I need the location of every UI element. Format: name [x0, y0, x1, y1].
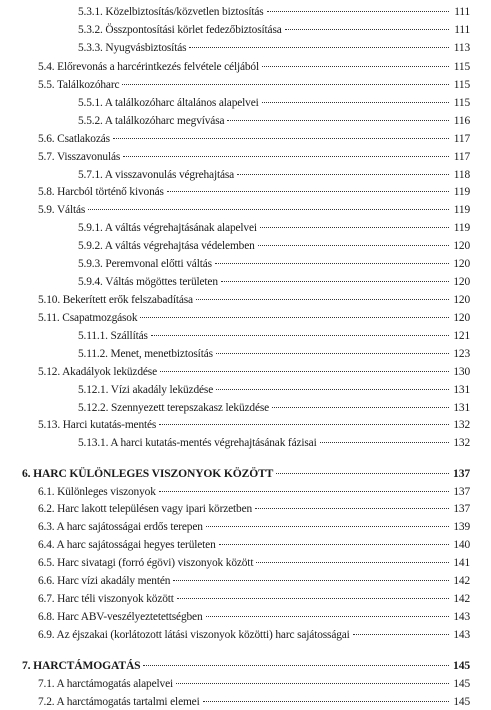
- toc-entry-title: 5.13.1. A harci kutatás-mentés végrehajtásának fázisai: [78, 437, 317, 449]
- toc-entry-title: 5.3.3. Nyugvásbiztosítás: [78, 42, 187, 54]
- toc-page-number: 131: [453, 384, 470, 396]
- dot-leader: [203, 701, 449, 702]
- toc-page-number: 140: [453, 539, 470, 551]
- toc-entry-title: 5.11.2. Menet, menetbiztosítás: [78, 348, 213, 360]
- dot-leader: [173, 580, 449, 581]
- dot-leader: [227, 120, 449, 121]
- toc-page-number: 145: [453, 696, 470, 708]
- toc-entry-title: 7.1. A harctámogatás alapelvei: [38, 678, 173, 690]
- toc-page-number: 143: [453, 611, 470, 623]
- toc-page-number: 145: [453, 659, 470, 672]
- toc-entry: [38, 694, 470, 710]
- toc-page-number: 116: [453, 115, 470, 127]
- toc-entry-title: 5.11. Csapatmozgások: [38, 312, 138, 324]
- toc-entry: [78, 256, 470, 272]
- toc-entry-title: 7. HARCTÁMOGATÁS: [22, 659, 141, 672]
- dot-leader: [221, 281, 449, 282]
- dot-leader: [216, 353, 449, 354]
- toc-entry: [78, 382, 470, 398]
- toc-page-number: 119: [453, 186, 470, 198]
- dot-leader: [260, 227, 449, 228]
- toc-page-number: 111: [454, 24, 470, 36]
- toc-entry-title: 6.5. Harc sivatagi (forró égövi) viszonyok között: [38, 557, 254, 569]
- toc-entry: [38, 555, 470, 571]
- toc-entry: [38, 519, 470, 535]
- toc-entry-title: 5.4. Előrevonás a harcérintkezés felvétele céljából: [38, 61, 259, 73]
- dot-leader: [159, 491, 449, 492]
- toc-page-number: 115: [453, 97, 470, 109]
- toc-entry-title: 6. HARC KÜLÖNLEGES VISZONYOK KÖZÖTT: [22, 467, 274, 480]
- dot-leader: [176, 683, 449, 684]
- dot-leader: [272, 407, 449, 408]
- dot-leader: [262, 102, 449, 103]
- dot-leader: [123, 156, 449, 157]
- toc-entry-title: 6.3. A harc sajátosságai erdős terepen: [38, 521, 203, 533]
- toc-entry: [78, 22, 470, 38]
- toc-entry-title: 5.9.3. Peremvonal előtti váltás: [78, 258, 212, 270]
- dot-leader: [255, 508, 449, 509]
- toc-entry-title: 6.4. A harc sajátosságai hegyes területen: [38, 539, 216, 551]
- dot-leader: [216, 389, 449, 390]
- toc-entry: [38, 484, 470, 500]
- dot-leader: [122, 84, 449, 85]
- toc-page-number: 119: [453, 222, 470, 234]
- dot-leader: [177, 598, 449, 599]
- toc-entry: [38, 573, 470, 589]
- toc-entry: [38, 501, 470, 517]
- toc-entry-title: 5.12. Akadályok leküzdése: [38, 366, 157, 378]
- toc-page-number: 120: [453, 294, 470, 306]
- toc-page-number: 117: [453, 133, 470, 145]
- dot-leader: [167, 191, 449, 192]
- toc-page-number: 115: [453, 61, 470, 73]
- dot-leader: [262, 66, 449, 67]
- toc-page-number: 121: [453, 330, 470, 342]
- toc-entry-title: 6.2. Harc lakott településen vagy ipari körzetben: [38, 503, 253, 515]
- toc-page-number: 120: [453, 276, 470, 288]
- toc-entry: [38, 292, 470, 308]
- toc-entry: [38, 77, 470, 93]
- toc-entry-title: 6.8. Harc ABV-veszélyeztetettségben: [38, 611, 203, 623]
- dot-leader: [151, 335, 449, 336]
- toc-entry-title: 6.9. Az éjszakai (korlátozott látási viszonyok közötti) harc sajátosságai: [38, 629, 350, 641]
- toc-page-number: 137: [453, 486, 470, 498]
- toc-entry: [38, 149, 470, 165]
- toc-entry: [38, 202, 470, 218]
- toc-entry-title: 5.9.1. A váltás végrehajtásának alapelvei: [78, 222, 257, 234]
- toc-entry: [38, 627, 470, 643]
- toc-page-number: 120: [453, 258, 470, 270]
- toc-entry: [78, 4, 470, 20]
- toc-page-number: 123: [453, 348, 470, 360]
- dot-leader: [267, 11, 449, 12]
- toc-page-number: 142: [453, 575, 470, 587]
- dot-leader: [206, 616, 450, 617]
- toc-entry-title: 5.11.1. Szállítás: [78, 330, 148, 342]
- toc-entry-title: 5.13. Harci kutatás-mentés: [38, 419, 157, 431]
- toc-entry-title: 5.3.1. Közelbiztosítás/közvetlen biztosítás: [78, 6, 264, 18]
- toc-page-number: 139: [453, 521, 470, 533]
- dot-leader: [160, 371, 449, 372]
- toc-entry-title: 5.8. Harcból történő kivonás: [38, 186, 164, 198]
- toc-entry-title: 6.1. Különleges viszonyok: [38, 486, 156, 498]
- toc-page-number: 137: [453, 503, 470, 515]
- toc-page-number: 132: [453, 419, 470, 431]
- toc-page-number: 119: [453, 204, 470, 216]
- toc-entry: [38, 609, 470, 625]
- dot-leader: [258, 245, 449, 246]
- toc-entry: [38, 676, 470, 692]
- toc-entry-title: 5.5. Találkozóharc: [38, 79, 120, 91]
- toc-entry: [78, 167, 470, 183]
- toc-entry: [78, 40, 470, 56]
- dot-leader: [140, 317, 449, 318]
- toc-page-number: 120: [453, 312, 470, 324]
- toc-page-number: 143: [453, 629, 470, 641]
- dot-leader: [113, 138, 449, 139]
- dot-leader: [215, 263, 449, 264]
- toc-entry: [38, 591, 470, 607]
- toc-entry: [78, 435, 470, 451]
- toc-page-number: 120: [453, 240, 470, 252]
- dot-leader: [88, 209, 449, 210]
- dot-leader: [285, 29, 449, 30]
- toc-entry-title: 5.9. Váltás: [38, 204, 86, 216]
- toc-entry: [38, 537, 470, 553]
- toc-entry: [38, 131, 470, 147]
- toc-entry: [38, 59, 470, 75]
- toc-entry-title: 5.5.2. A találkozóharc megvívása: [78, 115, 225, 127]
- toc-entry-title: 5.12.2. Szennyezett terepszakasz leküzdése: [78, 402, 270, 414]
- toc-entry-title: 6.6. Harc vízi akadály mentén: [38, 575, 171, 587]
- toc-entry-title: 6.7. Harc téli viszonyok között: [38, 593, 174, 605]
- toc-page-number: 115: [453, 79, 470, 91]
- toc-entry-title: 5.7. Visszavonulás: [38, 151, 121, 163]
- toc-entry: [78, 238, 470, 254]
- toc-entry: [78, 274, 470, 290]
- toc-entry: [38, 417, 470, 433]
- toc-chapter-heading: [22, 658, 470, 674]
- toc-entry-title: 5.12.1. Vízi akadály leküzdése: [78, 384, 214, 396]
- dot-leader: [206, 526, 449, 527]
- toc-page-number: 142: [453, 593, 470, 605]
- toc-chapter-heading: [22, 466, 470, 482]
- toc-entry: [78, 328, 470, 344]
- toc-page-number: 111: [454, 6, 470, 18]
- toc-entry-title: 7.2. A harctámogatás tartalmi elemei: [38, 696, 200, 708]
- dot-leader: [143, 665, 449, 666]
- dot-leader: [189, 47, 449, 48]
- toc-entry-title: 5.6. Csatlakozás: [38, 133, 110, 145]
- toc-entry-title: 5.9.2. A váltás végrehajtása védelemben: [78, 240, 255, 252]
- dot-leader: [237, 174, 449, 175]
- toc-entry-title: 5.10. Bekerített erők felszabadítása: [38, 294, 193, 306]
- toc-page-number: 132: [453, 437, 470, 449]
- dot-leader: [256, 562, 449, 563]
- toc-page-number: 130: [453, 366, 470, 378]
- toc-entry: [38, 310, 470, 326]
- toc-page-number: 137: [453, 467, 470, 480]
- toc-entry: [78, 346, 470, 362]
- toc-entry-title: 5.7.1. A visszavonulás végrehajtása: [78, 169, 235, 181]
- toc-page-number: 117: [453, 151, 470, 163]
- toc-entry: [78, 400, 470, 416]
- dot-leader: [353, 634, 449, 635]
- toc-entry: [78, 220, 470, 236]
- toc-page-number: 131: [453, 402, 470, 414]
- toc-entry: [78, 95, 470, 111]
- toc-page-number: 118: [453, 169, 470, 181]
- toc-page-number: 141: [453, 557, 470, 569]
- toc-entry: [38, 184, 470, 200]
- toc-page-number: 113: [453, 42, 470, 54]
- toc-page-number: 145: [453, 678, 470, 690]
- dot-leader: [320, 442, 449, 443]
- toc-entry-title: 5.9.4. Váltás mögöttes területen: [78, 276, 218, 288]
- dot-leader: [276, 473, 449, 474]
- toc-entry: [78, 113, 470, 129]
- dot-leader: [219, 544, 449, 545]
- dot-leader: [196, 299, 449, 300]
- toc-entry: [38, 364, 470, 380]
- dot-leader: [159, 424, 449, 425]
- toc-entry-title: 5.5.1. A találkozóharc általános alapelvei: [78, 97, 259, 109]
- toc-entry-title: 5.3.2. Összpontosítási körlet fedezőbiztosítása: [78, 24, 282, 36]
